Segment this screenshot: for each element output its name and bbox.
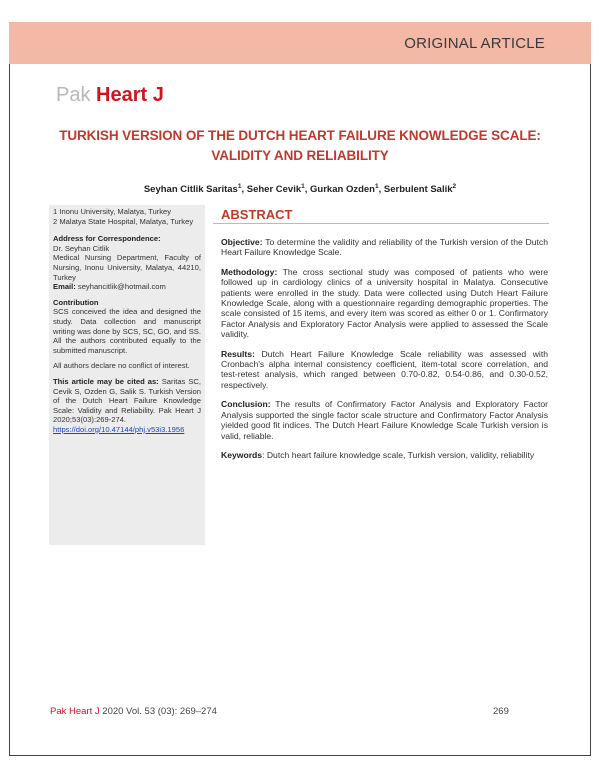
correspondence-heading: Address for Correspondence: [53, 234, 161, 244]
abstract-results: Results: Dutch Heart Failure Knowledge Scale reliability was assessed with Cronbach's alpha internal consistency coefficient, item-total score correlation, and test-retest analysis, which ranged between 0.70-0.82, 0.54-0.86, and 0.30-0.52, respectively. [221, 348, 548, 390]
abstract-body [221, 237, 548, 469]
article-title-line-2: VALIDITY AND RELIABILITY [211, 148, 389, 163]
contribution-text: SCS conceived the idea and designed the study. Data collection and manuscript writing was done by SCS, SC, GO, and SS. All the authors contributed equally to the submitted manuscript. [53, 307, 201, 355]
contribution-heading: Contribution [53, 297, 99, 307]
abstract-keywords: Keywords: Dutch heart failure knowledge scale, Turkish version, validity, reliability [221, 449, 535, 460]
correspondence [53, 234, 201, 292]
affiliation-2: 2 Malatya State Hospital, Malatya, Turkey [53, 216, 194, 226]
author: Seyhan Citlik Saritas$^1$, [143, 183, 247, 196]
conflict-statement: All authors declare no conflict of interest. [53, 361, 190, 371]
citation [53, 377, 201, 435]
abstract-methodology: Methodology: The cross sectional study was composed of patients who were followed up in cardiology clinics of a university hospital in Malatya. Consecutive patients were enrolled in the study. Data were collected using Dutch Heart Failure Knowledge Scale, along with a questionnaire regarding demographic properties. The scale consisted of 15 items, and every item was scored as either 0 or 1. Confirmatory Factor Analysis and Exploratory Factor Analysis were applied to assessed the Scale validity. [221, 266, 548, 340]
journal-logo-name: Heart J [96, 84, 164, 106]
abstract-conclusion: Conclusion: The results of Confirmatory Factor Analysis and Exploratory Factor Analysis supported the single factor scale structure and Confirmatory Factor Analysis yielded good fit indices. The Dutch Heart Failure Knowledge Scale Turkish version is valid, reliable. [221, 399, 548, 441]
author: Serbulent Salik$^2$ [383, 183, 457, 196]
abstract-divider [213, 223, 549, 224]
contribution [53, 298, 201, 356]
email-address: seyhancitlik@hotmail.com [75, 282, 166, 292]
correspondence-name: Dr. Seyhan Citlik [53, 243, 110, 253]
affiliation-1: 1 Inonu University, Malatya, Turkey [53, 207, 172, 216]
citation-text: Saritas SC, Cevik S, Ozden G, Salik S. Turkish Version of the Dutch Heart Failure Knowledge Scale: Validity and Reliability. Pak Heart J 2020;53(03):269-274. [53, 376, 201, 425]
abstract-heading: ABSTRACT [221, 207, 293, 222]
citation-label: This article may be cited as: [53, 376, 159, 386]
footer-citation [50, 706, 217, 717]
author-list [40, 183, 560, 195]
journal-logo [56, 84, 164, 107]
journal-logo-prefix: Pak [56, 84, 97, 106]
doi-link[interactable]: https://doi.org/10.47144/phj.v53i3.1956 [53, 424, 185, 434]
author: Gurkan Ozden$^1$, [310, 183, 384, 196]
abstract-objective: Objective: To determine the validity and reliability of the Turkish version of the Dutch Heart Failure Knowledge Scale. [221, 237, 548, 258]
correspondence-address: Medical Nursing Department, Faculty of Nursing, Inonu University, Malatya, 44210, Turkey [53, 253, 201, 282]
article-type-banner [9, 22, 591, 64]
article-title [40, 126, 560, 166]
article-info-sidebar [49, 205, 205, 545]
footer-journal: Pak Heart J [50, 706, 100, 717]
article-type-label: ORIGINAL ARTICLE [404, 35, 545, 52]
email-label: Email: [53, 282, 76, 292]
footer-volume: 2020 Vol. 53 (03): 269–274 [99, 706, 217, 717]
article-title-line-1: TURKISH VERSION OF THE DUTCH HEART FAILURE KNOWLEDGE SCALE: [59, 128, 541, 143]
author: Seher Cevik$^1$, [246, 183, 311, 196]
affiliations [53, 207, 201, 226]
page-number: 269 [493, 706, 509, 717]
